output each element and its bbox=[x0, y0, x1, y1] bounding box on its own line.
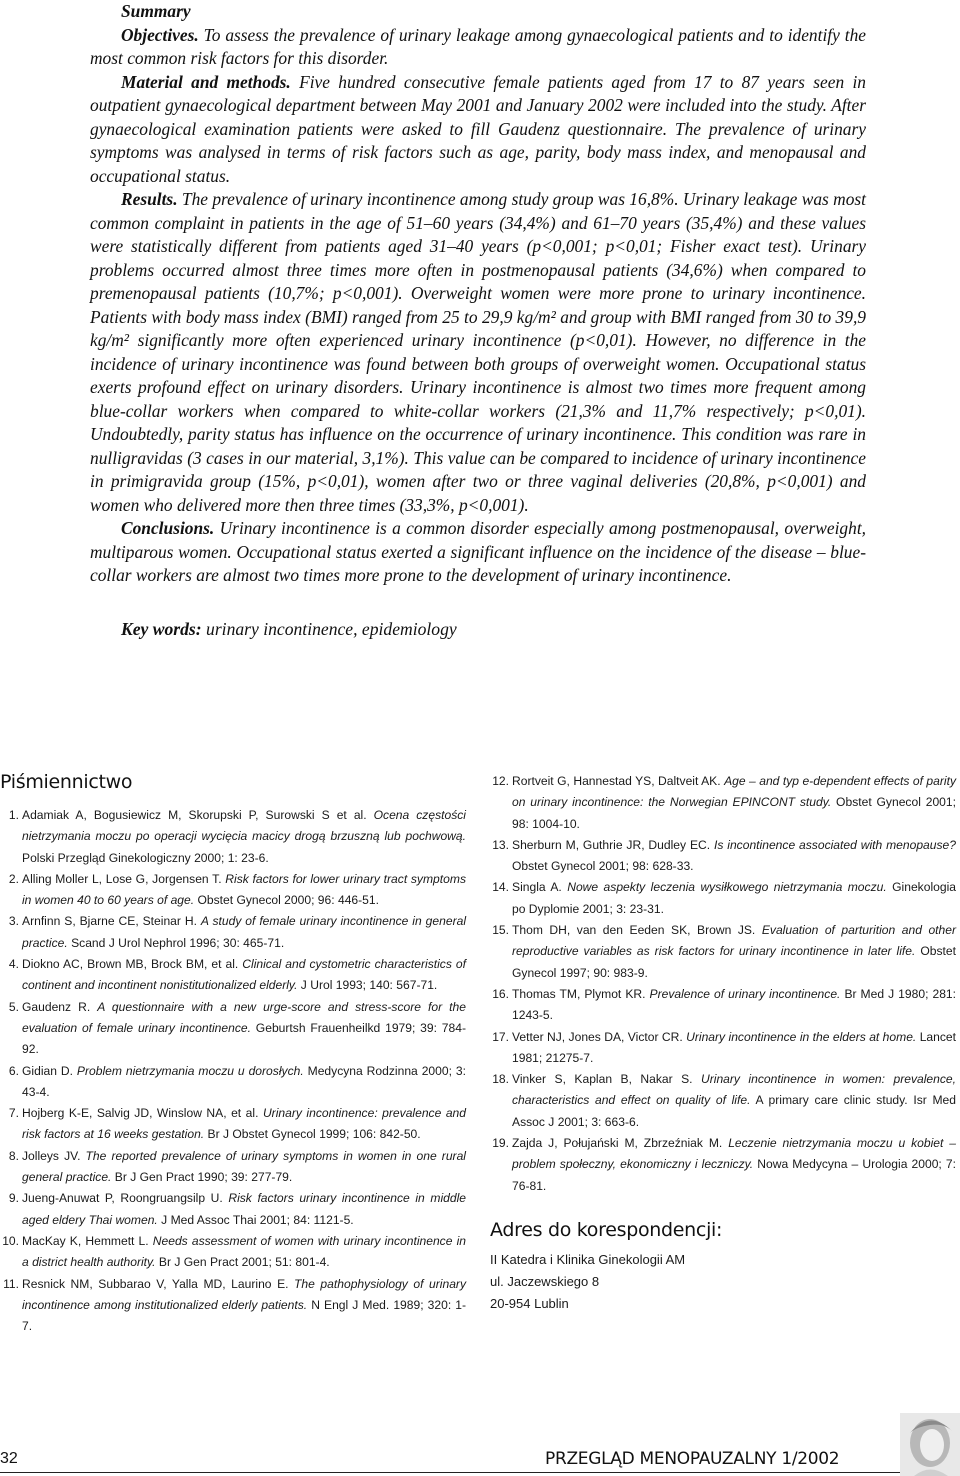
references-list-continued bbox=[490, 771, 956, 1197]
reference-title: A questionnaire with a new urge-score and stress-score for the evaluation of female urinary incontinence. bbox=[22, 999, 466, 1035]
address-line: II Katedra i Klinika Ginekologii AM bbox=[490, 1251, 686, 1267]
reference-authors: Arnfinn S, Bjarne CE, Steinar H. bbox=[22, 914, 201, 929]
reference-source: Obstet Gynecol 2001; 98: 1004-10. bbox=[512, 795, 956, 831]
reference-authors: Resnick NM, Subbarao V, Yalla MD, Laurino E. bbox=[22, 1276, 295, 1291]
reference-authors: Vinker S, Kaplan B, Nakar S. bbox=[512, 1072, 701, 1087]
reference-source: Geburtsh Frauenheilkd 1979; 39: 784-92. bbox=[22, 1020, 466, 1057]
reference-title: Clinical and cystometric characteristics of continent and incontinent nonistitutionalized elderly. bbox=[22, 957, 466, 993]
reference-item bbox=[490, 877, 956, 920]
reference-item bbox=[490, 1133, 956, 1197]
reference-authors: Rortveit G, Hannestad YS, Daltveit AK. bbox=[512, 774, 725, 788]
reference-item bbox=[0, 954, 466, 997]
reference-title: Risk factors urinary incontinence in middle aged eldery Thai women. bbox=[22, 1191, 466, 1227]
summary-methods: Material and methods. Five hundred consecutive female patients aged from 17 to 87 years seen in outpatient gynaecological department between May 2001 and January 2002 were included into the study. After gynaecological examination patients were asked to fill Gaudenz questionnaire. The prevalence of urinary symptoms was analysed in terms of risk factors such as age, parity, body mass index, and menopausal and occupational status. bbox=[90, 71, 866, 186]
reference-source: Br J Obstet Gynecol 1999; 106: 842-50. bbox=[204, 1127, 421, 1142]
reference-title: Urinary incontinence: prevalence and risk factors at 16 weeks gestation. bbox=[22, 1106, 466, 1142]
reference-title: A study of female urinary incontinence in general practice. bbox=[22, 914, 467, 950]
reference-authors: Gaudenz R. bbox=[22, 999, 98, 1014]
reference-title: Risk factors for lower urinary tract symptoms in women 40 to 60 years of age. bbox=[22, 871, 466, 908]
reference-authors: Hojberg K-E, Salvig JD, Winslow NA, et al. bbox=[22, 1106, 263, 1121]
reference-authors: Gidian D. bbox=[22, 1063, 77, 1078]
references-right-column bbox=[490, 771, 956, 1315]
reference-item bbox=[0, 805, 466, 869]
correspondence-address bbox=[490, 1219, 956, 1315]
reference-number: 19. bbox=[492, 1136, 509, 1151]
reference-item bbox=[490, 984, 956, 1027]
reference-authors: Sherburn M, Guthrie JR, Dudley EC. bbox=[512, 837, 714, 852]
summary-section bbox=[90, 0, 866, 641]
reference-source: Scand J Urol Nephrol 1996; 30: 465-71. bbox=[67, 935, 285, 950]
reference-number: 16. bbox=[492, 986, 509, 1001]
reference-title: The reported prevalence of urinary symptoms in women in one rural general practice. bbox=[22, 1148, 466, 1185]
page-number: 32 bbox=[0, 1450, 18, 1467]
reference-source: Medycyna Rodzinna 2000; 3: 43-4. bbox=[22, 1063, 466, 1099]
reference-source: Br Med J 1980; 281: 1243-5. bbox=[512, 986, 957, 1023]
reference-title: Problem nietrzymania moczu u dorosłych. bbox=[76, 1063, 304, 1078]
reference-source: Obstet Gynecol 2000; 96: 446-51. bbox=[194, 893, 379, 908]
reference-number: 9. bbox=[8, 1191, 19, 1206]
key-words: Key words: urinary incontinence, epidemiology bbox=[121, 618, 457, 639]
reference-source: Nowa Medycyna – Urologia 2000; 7: 76-81. bbox=[512, 1157, 956, 1193]
reference-number: 15. bbox=[492, 923, 509, 938]
reference-item bbox=[0, 997, 466, 1061]
reference-authors: Thom DH, van den Eeden SK, Brown JS. bbox=[512, 923, 762, 938]
address-line: 20-954 Lublin bbox=[490, 1295, 569, 1311]
reference-number: 13. bbox=[492, 837, 509, 852]
reference-authors: Zajda J, Połujański M, Zbrzeźniak M. bbox=[512, 1136, 729, 1151]
reference-authors: Jolleys JV. bbox=[22, 1148, 86, 1163]
reference-authors: Alling Moller L, Lose G, Jorgensen T. bbox=[22, 871, 226, 886]
reference-number: 1. bbox=[8, 808, 19, 822]
reference-item bbox=[490, 835, 956, 878]
reference-number: 7. bbox=[8, 1106, 19, 1121]
reference-number: 11. bbox=[3, 1276, 19, 1291]
reference-number: 5. bbox=[8, 999, 19, 1014]
reference-source: J Urol 1993; 140: 567-71. bbox=[297, 978, 438, 993]
reference-item bbox=[0, 1146, 466, 1189]
reference-title: Prevalence of urinary incontinence. bbox=[649, 986, 841, 1001]
reference-source: N Engl J Med. 1989; 320: 1-7. bbox=[22, 1297, 466, 1334]
journal-title: PRZEGLĄD MENOPAUZALNY 1/2002 bbox=[545, 1449, 840, 1469]
reference-source: Obstet Gynecol 1997; 90: 983-9. bbox=[512, 944, 956, 980]
reference-item bbox=[0, 1188, 466, 1231]
reference-number: 17. bbox=[492, 1029, 509, 1044]
reference-authors: Singla A. bbox=[512, 880, 568, 895]
footer-divider bbox=[0, 1472, 960, 1473]
reference-authors: Vetter NJ, Jones DA, Victor CR. bbox=[512, 1029, 687, 1044]
reference-number: 10. bbox=[2, 1233, 19, 1248]
reference-title: Urinary incontinence in the elders at home. bbox=[686, 1029, 917, 1044]
reference-source: Br J Gen Pract 2001; 51: 801-4. bbox=[155, 1255, 330, 1270]
summary-objectives: Objectives. To assess the prevalence of urinary leakage among gynaecological patients and to identify the most common risk factors for this disorder. bbox=[90, 24, 866, 68]
address-line: ul. Jaczewskiego 8 bbox=[490, 1273, 600, 1289]
reference-title: Ocena częstości nietrzymania moczu po operacji wycięcia macicy drogą brzuszną lub pochwową. bbox=[22, 808, 466, 844]
reference-authors: Adamiak A, Bogusiewicz M, Skorupski P, Surowski S et al. bbox=[22, 808, 374, 822]
reference-title: Needs assessment of women with urinary incontinence in a district health authority. bbox=[22, 1233, 466, 1270]
summary-conclusions: Conclusions. Urinary incontinence is a common disorder especially among postmenopausal, overweight, multiparous women. Occupational status exerted a significant influence on the incidence of the disease – blue-collar workers are almost two times more prone to the development of urinary incontinence. bbox=[90, 518, 866, 585]
correspondence-heading: Adres do korespondencji: bbox=[490, 1218, 723, 1241]
summary-results: Results. The prevalence of urinary incontinence among study group was 16,8%. Urinary leakage was most common complaint in patients in the age of 51–60 years (34,4%) and 61–70 years (35,4%) and these values were statistically different from patients aged 31–40 years (p<0,001; p<0,01; Fisher exact test). Urinary problems occurred almost three times more often in postmenopausal patients (34,6%) when compared to premenopausal patients (10,7%; p<0,001). Overweight women were more prone to urinary incontinence. Patients with body mass index (BMI) ranged from 25 to 29,9 kg/m² and group with BMI ranged from 30 to 39,9 kg/m² significantly more often experienced urinary incontinence (p<0,01). However, no difference in the incidence of urinary incontinence was found between both groups of overweight women. Occupational status exerts profound effect on urinary disorders. Urinary incontinence is almost two times more frequent among blue-collar workers when compared to white-collar workers (21,3% and 11,7% respectively; p<0,01). Undoubtedly, parity status has influence on the occurrence of urinary incontinence. This condition was rare in nulligravidas (3 cases in our material, 3,1%). This value can be compared to incidence of urinary incontinence in primigravida group (15%, p<0,01), women after two or three vaginal deliveries (20,8%, p<0,001) and women who delivered more then three times (33,3%, p<0,001). bbox=[90, 189, 866, 515]
reference-title: Is incontinence associated with menopause? bbox=[713, 837, 957, 852]
reference-source: Polski Przegląd Ginekologiczny 2000; 1: 23-6. bbox=[22, 850, 269, 865]
reference-item bbox=[490, 771, 956, 835]
references-heading: Piśmiennictwo bbox=[0, 771, 133, 793]
reference-authors: Thomas TM, Plymot KR. bbox=[512, 986, 650, 1001]
reference-item bbox=[490, 1027, 956, 1070]
reference-source: J Med Assoc Thai 2001; 84: 1121-5. bbox=[157, 1212, 354, 1227]
reference-title: Nowe aspekty leczenia wysiłkowego nietrzymania moczu. bbox=[567, 880, 887, 895]
reference-title: Leczenie nietrzymania moczu u kobiet – problem społeczny, ekonomiczny i leczniczy. bbox=[512, 1136, 956, 1172]
reference-title: Age – and typ e-dependent effects of parity on urinary incontinence: the Norwegian EPINCONT study. bbox=[512, 774, 956, 810]
reference-item bbox=[490, 1069, 956, 1133]
reference-item bbox=[0, 911, 466, 954]
portrait-image bbox=[900, 1413, 960, 1476]
reference-source: Obstet Gynecol 2001; 98: 628-33. bbox=[512, 859, 694, 874]
reference-number: 14. bbox=[492, 880, 509, 895]
reference-number: 6. bbox=[8, 1063, 19, 1078]
reference-authors: Jueng-Anuwat P, Roongruangsilp U. bbox=[22, 1191, 229, 1206]
reference-title: Evaluation of parturition and other reproductive variables as risk factors for urinary incontinence in later life. bbox=[512, 923, 957, 959]
reference-source: Lancet 1981; 21275-7. bbox=[512, 1029, 957, 1065]
reference-number: 8. bbox=[8, 1148, 19, 1163]
reference-source: Ginekologia po Dyplomie 2001; 3: 23-31. bbox=[512, 880, 956, 916]
reference-item bbox=[0, 1274, 466, 1338]
references-left-column bbox=[0, 771, 466, 1337]
reference-source: Br J Gen Pract 1990; 39: 277-79. bbox=[111, 1170, 293, 1185]
reference-item bbox=[490, 920, 956, 984]
summary-heading: Summary bbox=[121, 1, 191, 21]
reference-number: 18. bbox=[492, 1072, 509, 1087]
reference-number: 12. bbox=[492, 774, 509, 788]
references-list bbox=[0, 805, 466, 1337]
reference-item bbox=[0, 1061, 466, 1104]
reference-title: The pathophysiology of urinary incontinence among institutionalized elderly patients. bbox=[22, 1276, 466, 1312]
reference-number: 3. bbox=[8, 914, 19, 929]
reference-source: A primary care clinic study. Isr Med Assoc J 2001; 3: 663-6. bbox=[512, 1093, 956, 1129]
reference-number: 2. bbox=[8, 871, 19, 886]
reference-authors: Diokno AC, Brown MB, Brock BM, et al. bbox=[22, 957, 243, 972]
reference-authors: MacKay K, Hemmett L. bbox=[22, 1233, 153, 1248]
reference-title: Urinary incontinence in women: prevalence, characteristics and effect on quality of life. bbox=[512, 1072, 956, 1108]
reference-number: 4. bbox=[8, 957, 19, 972]
reference-item bbox=[0, 869, 466, 912]
reference-item bbox=[0, 1103, 466, 1146]
reference-item bbox=[0, 1231, 466, 1274]
